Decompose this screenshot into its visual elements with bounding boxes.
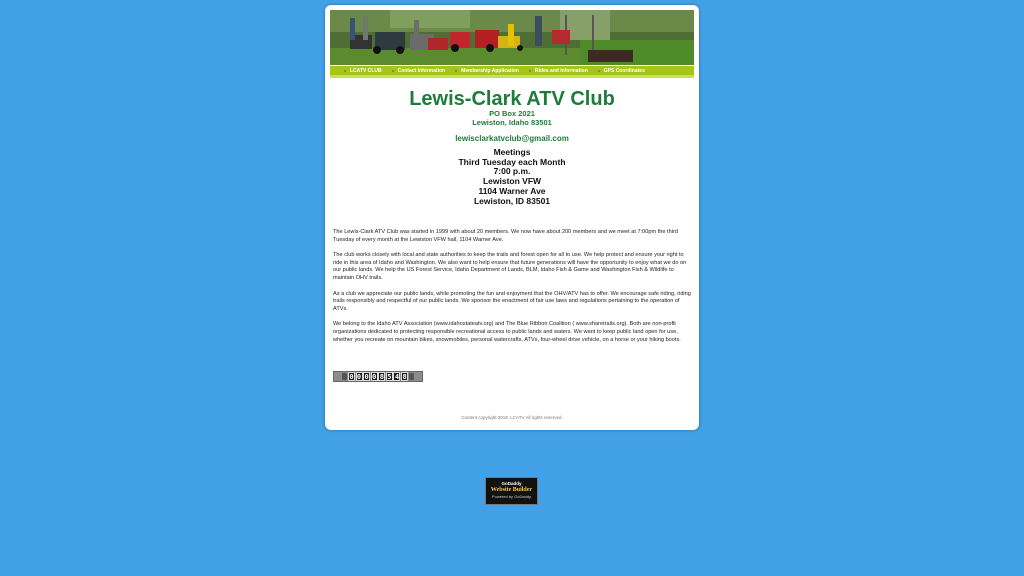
email-link[interactable]: lewisclarkatvclub@gmail.com (455, 134, 569, 143)
meeting-time: 7:00 p.m. (493, 166, 531, 177)
meeting-info (325, 148, 699, 206)
meeting-city: Lewiston, ID 83501 (473, 195, 551, 206)
page-title: Lewis-Clark ATV Club (409, 88, 615, 110)
counter-digit: 0 (364, 373, 369, 381)
counter-left-cap (342, 373, 347, 380)
godaddy-website-builder-badge[interactable] (485, 477, 538, 505)
counter-digit: 5 (387, 373, 392, 381)
counter-digit: 0 (349, 373, 354, 381)
paragraph-affiliations: We belong to the Idaho ATV Association (www.idahostateatv.org) and The Blue Ribbon Coalition ( www.sharetrails.org). Both are non-profit organizations dedicated to protecting responsible recreational access to public lands and waters. We want to keep public land open for use, whether you recreate on mountain bikes, snowmobiles, personal watercrafts, ATVs, four-wheel drive vehicle, on a horse or your hiking boots. (333, 321, 681, 343)
visitor-counter (333, 371, 423, 382)
nav-item-rides-and-information[interactable] (529, 68, 588, 74)
counter-digit: 8 (379, 373, 384, 381)
meeting-venue: Lewiston VFW (482, 176, 542, 187)
badge-brand: GoDaddy (501, 481, 522, 486)
meeting-day: Third Tuesday each Month (458, 156, 566, 167)
badge-powered-by: Powered by GoDaddy (491, 494, 532, 499)
nav-label: LCATV CLUB (350, 67, 382, 74)
badge-product: Website Builder (490, 487, 533, 493)
main-nav (330, 66, 694, 78)
counter-digit: 0 (356, 373, 362, 381)
paragraph-mission: The club works closely with local and state authorities to keep the trails and forest open for all to use. We help protect and ensure your right to ride in this area of Idaho and Washington. We also want to help ensure that future generations will have the opportunity to enjoy what we do on our public lands. We help the US Forest Service, Idaho Department of Lands, BLM, Idaho Fish & Game and Washington Fish & Wildlife to maintain OHV trails. (333, 252, 687, 281)
banner-photo (330, 10, 694, 65)
bullet-icon (598, 70, 600, 72)
nav-item-lcatv-club[interactable] (344, 68, 382, 74)
page-container (325, 5, 699, 430)
bullet-icon (344, 70, 346, 72)
nav-label: Rides and Information (534, 67, 588, 74)
nav-item-membership-application[interactable] (455, 68, 519, 74)
meeting-street: 1104 Warner Ave (478, 185, 546, 196)
counter-right-cap (409, 373, 414, 380)
counter-digit: 8 (402, 373, 407, 381)
nav-item-contact-information[interactable] (392, 68, 446, 74)
counter-digit: 0 (372, 373, 377, 381)
bullet-icon (392, 70, 394, 72)
city-state-zip: Lewiston, Idaho 83501 (472, 118, 552, 127)
nav-item-gps-coordinates[interactable] (598, 68, 645, 74)
po-box: PO Box 2021 (489, 109, 535, 118)
bullet-icon (455, 70, 457, 72)
meeting-heading: Meetings (493, 147, 531, 157)
nav-label: GPS Coordinates (603, 67, 645, 74)
nav-label: Contact Information (397, 67, 446, 74)
copyright-footer: Content copyright 2019. LCATV All rights reserved. (461, 415, 563, 420)
bullet-icon (529, 70, 531, 72)
paragraph-values: As a club we appreciate our public lands, while promoting the fun and enjoyment that the OHV/ATV has to offer. We encourage safe riding, riding trails responsibly and respectful of our public lands. We sponsor the enactment of fair use laws and regulations pertaining to the operation of ATVs. (333, 290, 691, 312)
nav-label: Membership Application (461, 67, 519, 74)
club-description (333, 229, 691, 352)
counter-digit: 4 (394, 373, 400, 381)
mailing-address (325, 109, 699, 127)
atv-riders-photo (330, 10, 694, 65)
paragraph-history: The Lewis-Clark ATV Club was started in 1999 with about 20 members. We now have about 200 members and we meet at 7:00pm the third Tuesday of every month at the Lewiston VFW hall, 1104 Warner Ave. (333, 229, 678, 243)
